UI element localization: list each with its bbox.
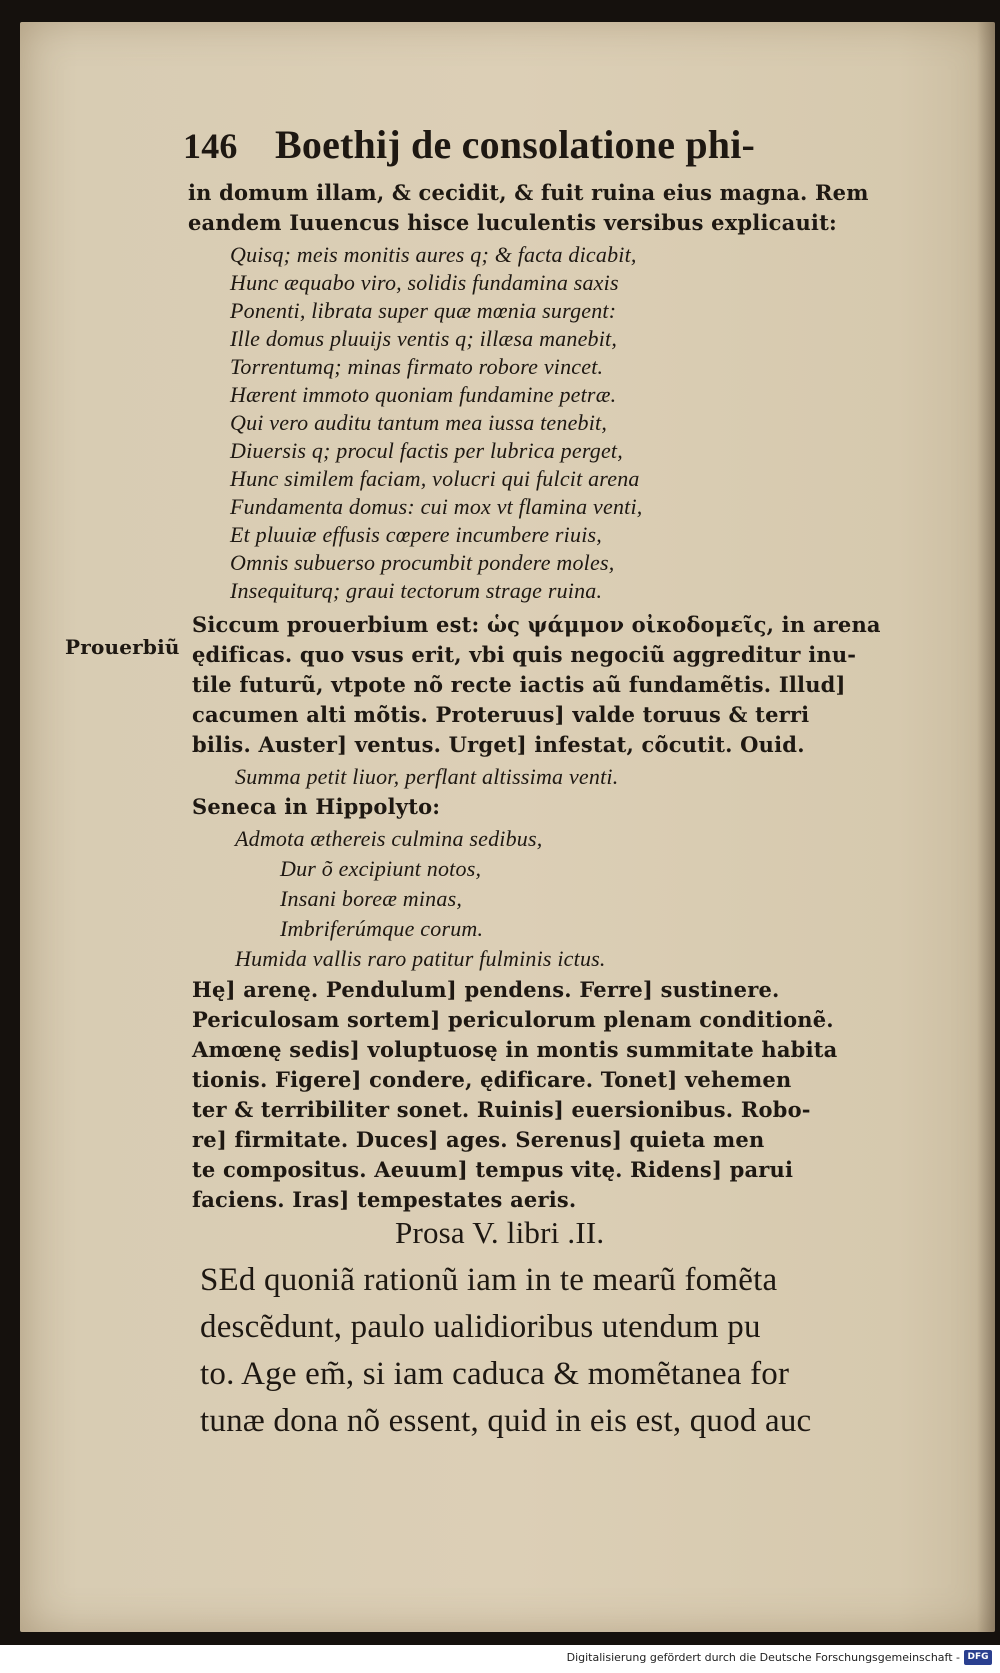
text-line: re] firmitate. Duces] ages. Serenus] quieta men [192,1127,765,1152]
verse-line: Imbriferúmque corum. [280,916,484,941]
verse-line: Diuersis q; procul factis per lubrica perget, [230,438,623,463]
verse-line: Ille domus pluuijs ventis q; illæsa manebit, [230,326,618,351]
text-line: ter & terribiliter sonet. Ruinis] euersionibus. Robo- [192,1097,811,1122]
text-line: tile futurũ, vtpote nõ recte iactis aũ fundamẽtis. Illud] [192,672,846,697]
prose-line: to. Age em̃, si iam caduca & momẽtanea for [200,1356,790,1392]
margin-note: Prouerbiũ [65,635,180,659]
prose-line: descẽdunt, paulo ualidioribus utendum pu [200,1309,761,1345]
verse-line: Ponenti, librata super quæ mœnia surgent: [230,298,617,323]
verse-line: Fundamenta domus: cui mox vt flamina venti, [230,494,643,519]
text-line: Periculosam sortem] periculorum plenam conditionẽ. [192,1007,834,1032]
footer-bar [0,1645,1000,1673]
text-line: Amœnę sedis] voluptuosę in montis summitate habita [192,1037,838,1062]
text-line: bilis. Auster] ventus. Urget] infestat, cõcutit. Ouid. [192,732,805,757]
verse-line: Dur õ excipiunt notos, [280,856,482,881]
text-line: te compositus. Aeuum] tempus vitę. Ridens] parui [192,1157,794,1182]
running-title: Boethij de consolatione phi- [275,122,756,167]
page-number: 146 [183,126,238,166]
text-line: in domum illam, & cecidit, & fuit ruina eius magna. Rem [188,180,869,205]
text-line: faciens. Iras] tempestates aeris. [192,1187,577,1212]
text-line: tionis. Figere] condere, ędificare. Tonet] vehemen [192,1067,792,1092]
text-line: cacumen alti mõtis. Proteruus] valde toruus & terri [192,702,810,727]
text-line: eandem Iuuencus hisce luculentis versibus explicauit: [188,210,837,235]
page-edge-shadow [977,22,995,1632]
verse-line: Et pluuiæ effusis cœpere incumbere riuis, [230,522,602,547]
footer-credit: Digitalisierung gefördert durch die Deutsche Forschungsgemeinschaft - [566,1651,960,1664]
verse-line: Summa petit liuor, perflant altissima venti. [235,764,619,789]
text-line: ędificas. quo vsus erit, vbi quis negociũ aggreditur inu- [192,642,857,667]
verse-line: Quisq; meis monitis aures q; & facta dicabit, [230,242,637,267]
verse-line: Humida vallis raro patitur fulminis ictus. [235,946,606,971]
verse-line: Admota æthereis culmina sedibus, [235,826,543,851]
book-page [20,22,995,1632]
verse-line: Hærent immoto quoniam fundamine petræ. [230,382,617,407]
prose-line: SEd quoniã rationũ iam in te mearũ fomẽta [200,1262,778,1298]
verse-line: Hunc æquabo viro, solidis fundamina saxis [230,270,619,295]
verse-line: Qui vero auditu tantum mea iussa tenebit, [230,410,608,435]
verse-line: Insani boreæ minas, [280,886,463,911]
verse-line: Insequiturq; graui tectorum strage ruina. [230,578,603,603]
text-line: Hę] arenę. Pendulum] pendens. Ferre] sustinere. [192,977,780,1002]
verse-line: Torrentumq; minas firmato robore vincet. [230,354,604,379]
dfg-logo-icon: DFG [964,1650,992,1665]
prose-line: tunæ dona nõ essent, quid in eis est, quod auc [200,1403,812,1439]
verse-line: Hunc similem faciam, volucri qui fulcit arena [230,466,640,491]
verse-line: Omnis subuerso procumbit pondere moles, [230,550,615,575]
seneca-heading: Seneca in Hippolyto: [192,794,441,819]
section-heading: Prosa V. libri .II. [395,1215,605,1250]
text-line: Siccum prouerbium est: ὡς ψάμμον οἰκοδομεῖς, in arena [192,612,881,637]
